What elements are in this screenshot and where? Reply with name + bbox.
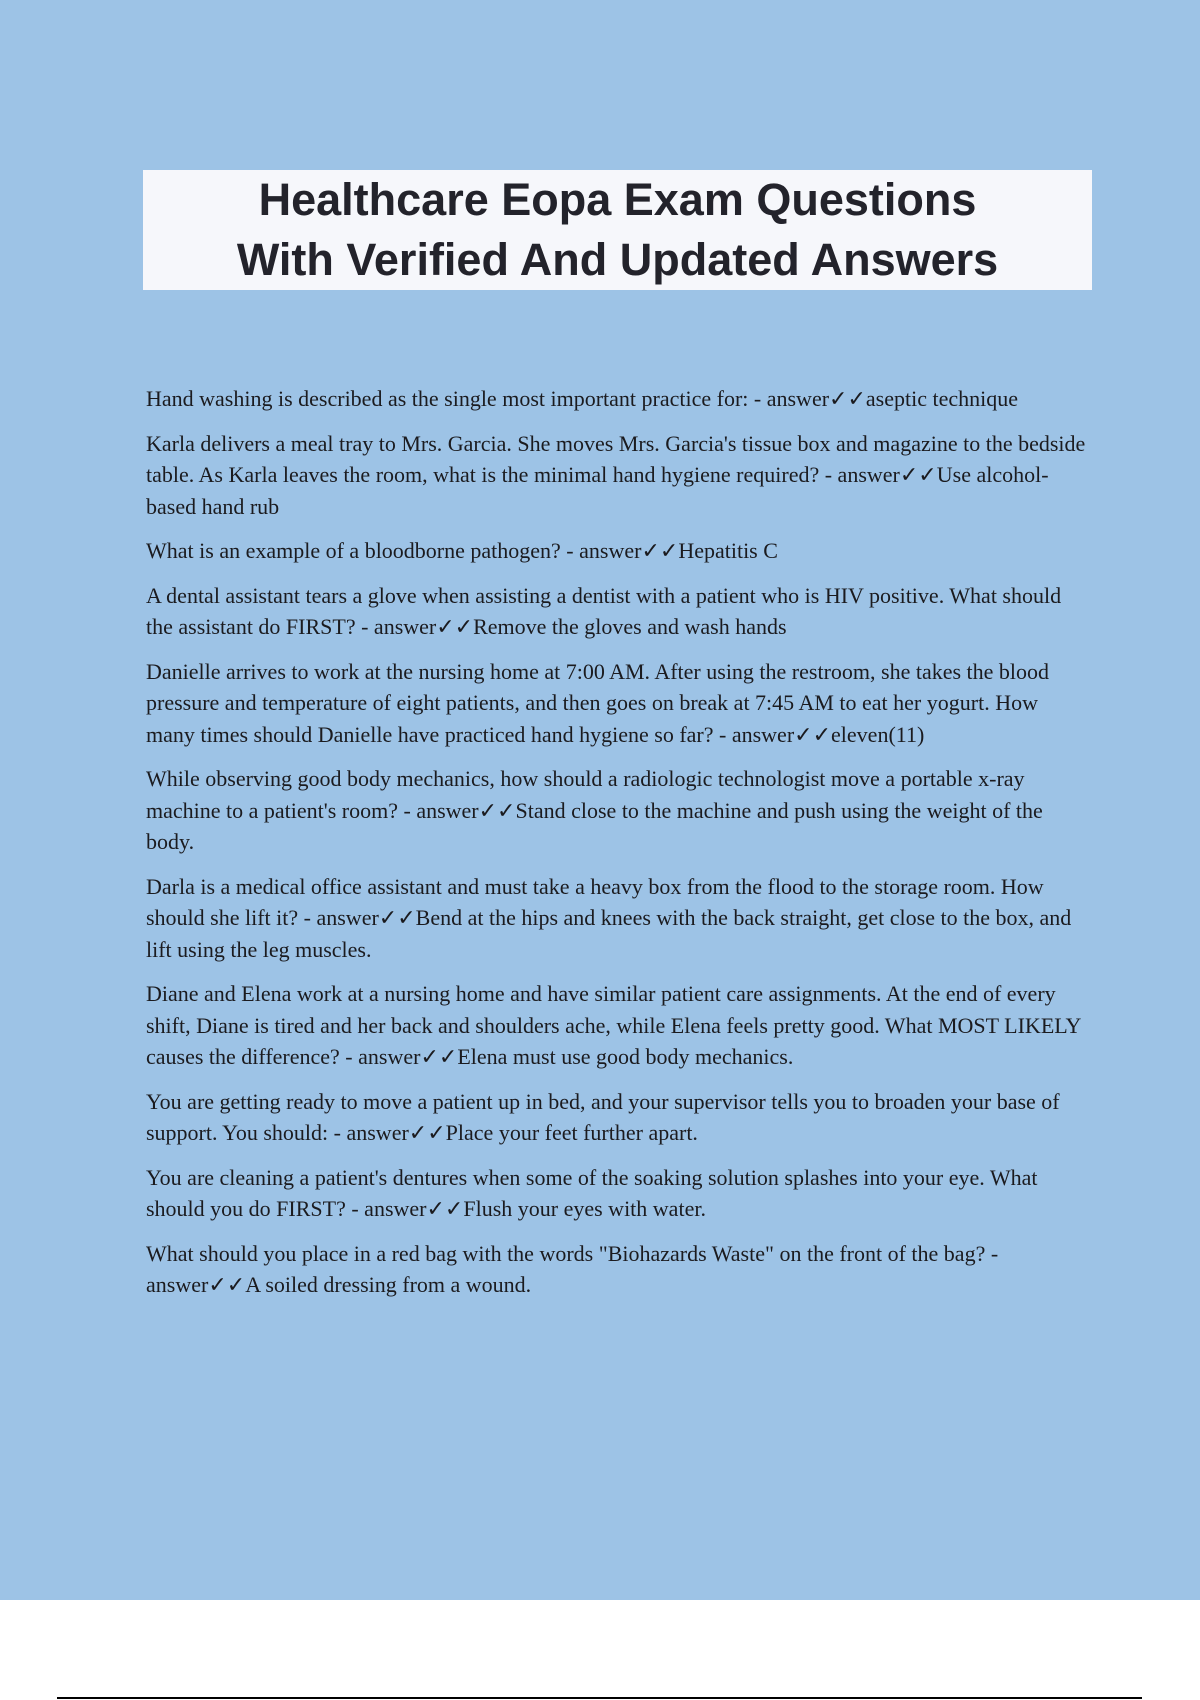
answer-text: Flush your eyes with water. (463, 1196, 706, 1221)
question-text: Hand washing is described as the single most important practice for: - answer (146, 386, 830, 411)
question-text: You are getting ready to move a patient up in bed, and your supervisor tells you to broaden your base of support. You should: - answer (146, 1088, 1060, 1145)
qa-item (146, 978, 1091, 1073)
qa-item (146, 871, 1091, 966)
question-text: Danielle arrives to work at the nursing home at 7:00 AM. After using the restroom, she takes the blood pressure and temperature of eight patients, and then goes on break at 7:45 AM to eat her yogurt. How many times should Danielle have practiced hand hygiene so far? - answer (146, 658, 1050, 747)
question-answer-list (146, 383, 1091, 1314)
question-text: Darla is a medical office assistant and must take a heavy box from the flood to the storage room. How should she lift it? - answer (146, 873, 1044, 930)
answer-text: Hepatitis C (678, 538, 778, 563)
document-title (237, 170, 998, 290)
answer-text: aseptic technique (865, 386, 1019, 411)
check-mark-icon: ✓✓ (420, 1044, 458, 1069)
check-mark-icon: ✓✓ (641, 538, 679, 563)
answer-text: Place your feet further apart. (445, 1120, 698, 1145)
qa-item (146, 535, 1091, 567)
qa-item (146, 1162, 1091, 1225)
answer-text: Use alcohol-based hand rub (146, 462, 1049, 519)
qa-item (146, 656, 1091, 751)
check-mark-icon: ✓✓ (436, 614, 474, 639)
check-mark-icon: ✓✓ (829, 386, 866, 411)
qa-item (146, 428, 1091, 523)
title-banner (143, 170, 1092, 290)
answer-text: eleven(11) (831, 721, 925, 747)
qa-item (146, 1238, 1091, 1301)
check-mark-icon: ✓✓ (208, 1272, 246, 1297)
check-mark-icon: ✓✓ (899, 462, 937, 487)
qa-item (146, 383, 1091, 415)
answer-text: Stand close to the machine and push using the weight of the body. (146, 797, 1043, 854)
answer-text: Bend at the hips and knees with the back straight, get close to the box, and lift using the leg muscles. (146, 905, 1072, 962)
question-text: You are cleaning a patient's dentures when some of the soaking solution splashes into your eye. What should you do FIRST? - answer (146, 1164, 1038, 1221)
question-text: While observing good body mechanics, how should a radiologic technologist move a portable x-ray machine to a patient's room? - answer (146, 766, 1025, 823)
answer-text: A soiled dressing from a wound. (245, 1272, 532, 1297)
question-text: A dental assistant tears a glove when assisting a dentist with a patient who is HIV positive. What should the assistant do FIRST? - answer (146, 582, 1062, 639)
check-mark-icon: ✓✓ (794, 721, 832, 747)
check-mark-icon: ✓✓ (408, 1120, 446, 1145)
qa-item (146, 763, 1091, 858)
document-title-line-1: Healthcare Eopa Exam Questions (258, 174, 977, 225)
question-text: What should you place in a red bag with the words "Biohazards Waste" on the front of the bag? - answer (146, 1240, 999, 1297)
qa-item (146, 580, 1091, 643)
footer-divider (57, 1697, 1142, 1699)
question-text: Diane and Elena work at a nursing home and have similar patient care assignments. At the end of every shift, Diane is tired and her back and shoulders ache, while Elena feels pretty good. What MOST LIKELY causes the difference? - answer (146, 981, 1081, 1069)
question-text: What is an example of a bloodborne pathogen? - answer (146, 538, 642, 563)
question-text: Karla delivers a meal tray to Mrs. Garcia. She moves Mrs. Garcia's tissue box and magazine to the bedside table. As Karla leaves the room, what is the minimal hand hygiene required? - answer (146, 430, 1086, 487)
check-mark-icon: ✓✓ (478, 797, 516, 823)
answer-text: Remove the gloves and wash hands (473, 614, 787, 639)
qa-item (146, 1086, 1091, 1149)
answer-text: Elena must use good body mechanics. (457, 1044, 794, 1069)
check-mark-icon: ✓✓ (426, 1196, 464, 1221)
check-mark-icon: ✓✓ (378, 905, 416, 930)
document-title-line-2: With Verified And Updated Answers (236, 234, 999, 285)
